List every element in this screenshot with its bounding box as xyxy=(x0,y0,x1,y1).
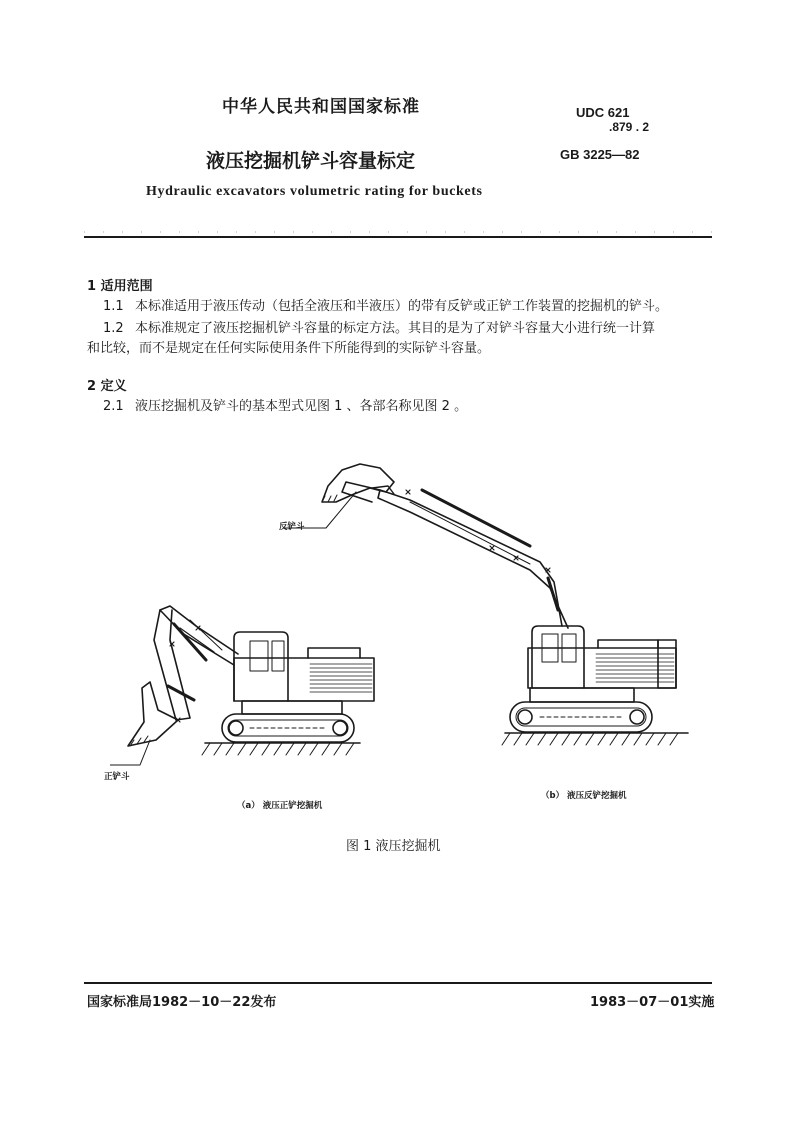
paragraph-2-1-number: 2.1 xyxy=(103,399,124,414)
excavator-figure xyxy=(110,450,700,810)
section-2-heading: 2 定义 xyxy=(87,379,127,394)
figure-1-caption: 图 1 液压挖掘机 xyxy=(346,839,441,854)
front-shovel-excavator-drawing xyxy=(110,606,374,765)
paragraph-1-1-number: 1.1 xyxy=(103,299,124,314)
gb-number: GB 3225—82 xyxy=(560,147,640,162)
front-bucket-label: 正铲斗 xyxy=(104,772,130,782)
title-chinese: 液压挖掘机铲斗容量标定 xyxy=(206,150,416,172)
caption-a: （a） 液压正铲挖掘机 xyxy=(237,801,323,811)
section-1-heading: 1 适用范围 xyxy=(87,279,153,294)
issue-date: 国家标准局1982－10－22发布 xyxy=(87,995,277,1010)
paragraph-2-1-text: 液压挖掘机及铲斗的基本型式见图 1 、各部名称见图 2 。 xyxy=(135,399,468,414)
paragraph-1-2-text-line-2: 和比较，而不是规定在任何实际使用条件下所能得到的实际铲斗容量。 xyxy=(87,341,491,356)
footer-divider xyxy=(84,982,712,984)
paragraph-1-2-text-line-1: 本标准规定了液压挖掘机铲斗容量的标定方法。其目的是为了对铲斗容量大小进行统一计算 xyxy=(135,321,656,336)
backhoe-bucket-label: 反铲斗 xyxy=(279,522,305,532)
backhoe-excavator-drawing xyxy=(285,464,688,745)
udc-line-1: UDC 621 xyxy=(576,105,630,120)
udc-line-2: .879 . 2 xyxy=(609,120,650,134)
title-english: Hydraulic excavators volumetric rating for buckets xyxy=(146,184,483,199)
header-divider xyxy=(84,236,712,238)
effective-date: 1983－07－01实施 xyxy=(590,995,715,1010)
national-standard-heading: 中华人民共和国国家标准 xyxy=(222,97,420,117)
header-dotted-line xyxy=(84,230,712,234)
paragraph-1-2-number: 1.2 xyxy=(103,321,124,336)
caption-b: （b） 液压反铲挖掘机 xyxy=(541,791,627,801)
udc-code xyxy=(576,106,649,134)
paragraph-1-1-text: 本标准适用于液压传动（包括全液压和半液压）的带有反铲或正铲工作装置的挖掘机的铲斗。 xyxy=(135,299,669,314)
